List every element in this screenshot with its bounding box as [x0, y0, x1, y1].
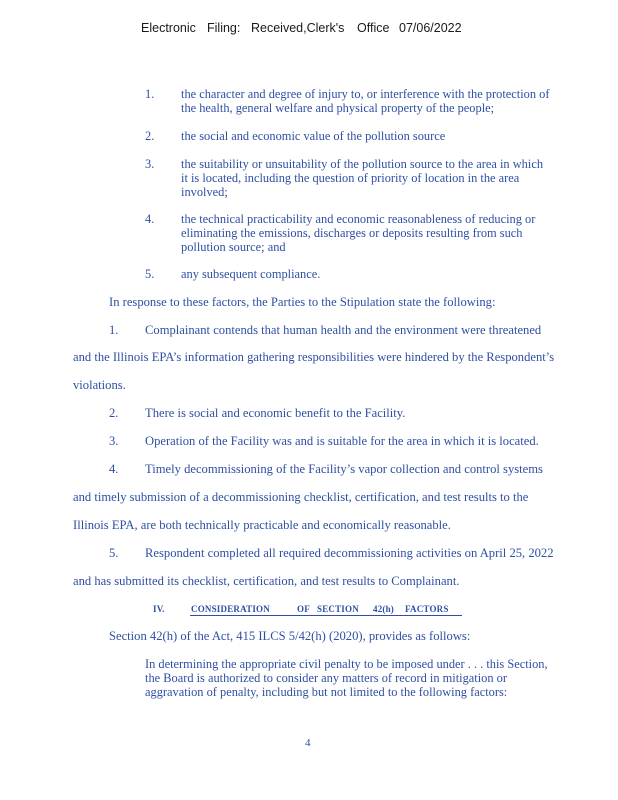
section-heading-underline [190, 615, 462, 616]
header-electronic: Electronic [141, 21, 196, 35]
factor-text-line: the technical practicability and economic reasonableness of reducing or [181, 212, 536, 226]
factor-text-line: any subsequent compliance. [181, 267, 321, 281]
response-text-line: There is social and economic benefit to the Facility. [145, 406, 406, 420]
factor-number: 2. [145, 129, 155, 143]
quote-line: In determining the appropriate civil penalty to be imposed under . . . this Section, [145, 657, 548, 671]
factor-text-line: involved; [181, 185, 228, 199]
section-heading-word: CONSIDERATION [191, 604, 270, 614]
response-text-line: Complainant contends that human health and the environment were threatened [145, 323, 542, 337]
section-heading-word: SECTION [317, 604, 359, 614]
quote-line: the Board is authorized to consider any matters of record in mitigation or [145, 671, 507, 685]
page-number: 4 [305, 737, 311, 749]
header-office: Office [357, 21, 390, 35]
factor-number: 4. [145, 212, 155, 226]
response-text-line: and the Illinois EPA’s information gathering responsibilities were hindered by the Respondent’s [73, 350, 555, 364]
factor-text-line: the health, general welfare and physical property of the people; [181, 101, 495, 115]
section-intro: Section 42(h) of the Act, 415 ILCS 5/42(h) (2020), provides as follows: [109, 629, 471, 643]
section-heading-word: 42(h) [373, 604, 394, 614]
factor-text-line: the suitability or unsuitability of the pollution source to the area in which [181, 157, 544, 171]
factor-number: 5. [145, 267, 155, 281]
factor-number: 3. [145, 157, 155, 171]
response-text-line: violations. [73, 378, 126, 392]
response-text-line: Operation of the Facility was and is suitable for the area in which it is located. [145, 434, 539, 448]
response-text-line: and has submitted its checklist, certification, and test results to Complainant. [73, 574, 460, 588]
factor-text-line: the character and degree of injury to, or interference with the protection of [181, 87, 550, 101]
section-numeral: IV. [153, 604, 165, 614]
factor-text-line: the social and economic value of the pollution source [181, 129, 446, 143]
response-number: 2. [109, 406, 119, 420]
response-number: 3. [109, 434, 119, 448]
response-number: 5. [109, 546, 119, 560]
response-text-line: Illinois EPA, are both technically practicable and economically reasonable. [73, 518, 451, 532]
section-heading-word: OF [297, 604, 310, 614]
factor-text-line: it is located, including the question of priority of location in the area [181, 171, 520, 185]
response-number: 1. [109, 323, 119, 337]
section-heading-word: FACTORS [405, 604, 449, 614]
quote-line: aggravation of penalty, including but not limited to the following factors: [145, 685, 508, 699]
response-text-line: Respondent completed all required decommissioning activities on April 25, 2022 [145, 546, 554, 560]
header-received-clerks: Received,Clerk's [251, 21, 345, 35]
header-filing: Filing: [207, 21, 241, 35]
factor-text-line: eliminating the emissions, discharges or deposits resulting from such [181, 226, 523, 240]
response-number: 4. [109, 462, 119, 476]
factor-number: 1. [145, 87, 155, 101]
factor-text-line: pollution source; and [181, 240, 286, 254]
response-text-line: and timely submission of a decommissioning checklist, certification, and test results to the [73, 490, 529, 504]
header-date: 07/06/2022 [399, 21, 462, 35]
parties-intro: In response to these factors, the Parties to the Stipulation state the following: [109, 295, 496, 309]
response-text-line: Timely decommissioning of the Facility’s vapor collection and control systems [145, 462, 543, 476]
